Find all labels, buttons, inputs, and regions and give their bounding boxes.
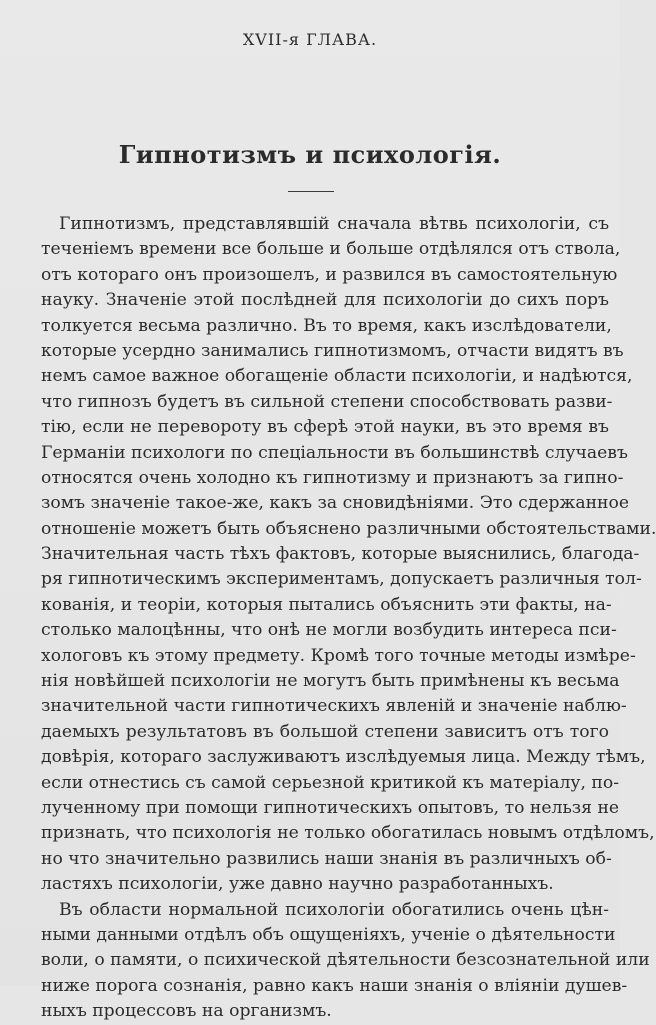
text-line: даемыхъ результатовъ въ большой степени зависитъ отъ того <box>41 721 609 742</box>
text-line: столько малоцѣнны, что онѣ не могли возбудить интереса пси- <box>41 620 617 641</box>
text-line: теченіемъ времени все больше и больше отдѣлялся отъ ствола, <box>41 239 621 260</box>
text-line: науку. Значеніе этой послѣдней для психологіи до сихъ поръ <box>41 290 609 311</box>
text-line: кованія, и теоріи, которыя пытались объяснить эти факты, на- <box>41 594 612 615</box>
text-line: Германіи психологи по спеціальности въ большинствѣ случаевъ <box>41 442 628 463</box>
text-line: ными данными отдѣлъ объ ощущеніяхъ, ученіе о дѣятельности <box>41 924 616 945</box>
text-line: нія новѣйшей психологіи не могутъ быть примѣнены къ весьма <box>41 671 620 692</box>
text-line: Значительная часть тѣхъ фактовъ, которые выяснились, благода- <box>41 544 640 565</box>
title-divider <box>288 191 334 192</box>
text-line: что гипнозъ будетъ въ сильной степени способствовать разви- <box>41 391 613 412</box>
text-line: тію, если не перевороту въ сферѣ этой науки, въ это время въ <box>41 417 609 438</box>
text-line: Гипнотизмъ, представлявшій сначала вѣтвь психологіи, съ <box>59 214 609 234</box>
text-line: толкуется весьма различно. Въ то время, какъ изслѣдователи, <box>41 315 612 336</box>
text-line: отъ котораго онъ произошелъ, и развился въ самостоятельную <box>41 264 618 285</box>
text-line: ластяхъ психологіи, уже давно научно разработанныхъ. <box>41 874 554 895</box>
text-line: хологовъ къ этому предмету. Кромѣ того точные методы измѣре- <box>41 645 636 666</box>
text-line: значительной части гипнотическихъ явленій и значеніе наблю- <box>41 696 627 717</box>
text-line: но что значительно развились наши знанія въ различныхъ об- <box>41 848 612 869</box>
text-line: лученному при помощи гипнотическихъ опытовъ, то нельзя не <box>41 797 620 818</box>
text-line: ря гипнотическимъ экспериментамъ, допускаетъ различныя тол- <box>41 569 642 590</box>
text-line: немъ самое важное обогащеніе области психологіи, и надѣются, <box>41 366 633 387</box>
text-line: относятся очень холодно къ гипнотизму и признаютъ за гипно- <box>41 467 624 488</box>
text-line: воли, о памяти, о психической дѣятельности безсознательной или <box>41 950 650 971</box>
chapter-body <box>41 212 656 1025</box>
text-line: зомъ значеніе такое-же, какъ за сновидѣніями. Это сдержанное <box>41 493 630 514</box>
text-line: если отнестись съ самой серьезной критикой къ матеріалу, по- <box>41 772 620 793</box>
text-line: признать, что психологія не только обогатилась новымъ отдѣломъ, <box>41 823 655 844</box>
text-line: ныхъ процессовъ на организмъ. <box>41 1001 332 1022</box>
text-line: Въ области нормальной психологіи обогатились очень цѣн- <box>59 899 609 920</box>
chapter-heading: XVII-я ГЛАВА. <box>242 30 378 49</box>
text-line: которые усердно занимались гипнотизмомъ, отчасти видятъ въ <box>41 340 624 361</box>
text-line: отношеніе можетъ быть объяснено различными обстоятельствами. <box>41 518 656 539</box>
text-line: ниже порога сознанія, равно какъ наши знанія о вліяніи душев- <box>41 975 628 996</box>
chapter-title: Гипнотизмъ и психологія. <box>118 140 502 169</box>
text-line: довѣрія, котораго заслуживаютъ изслѣдуемыя лица. Между тѣмъ, <box>41 747 646 768</box>
